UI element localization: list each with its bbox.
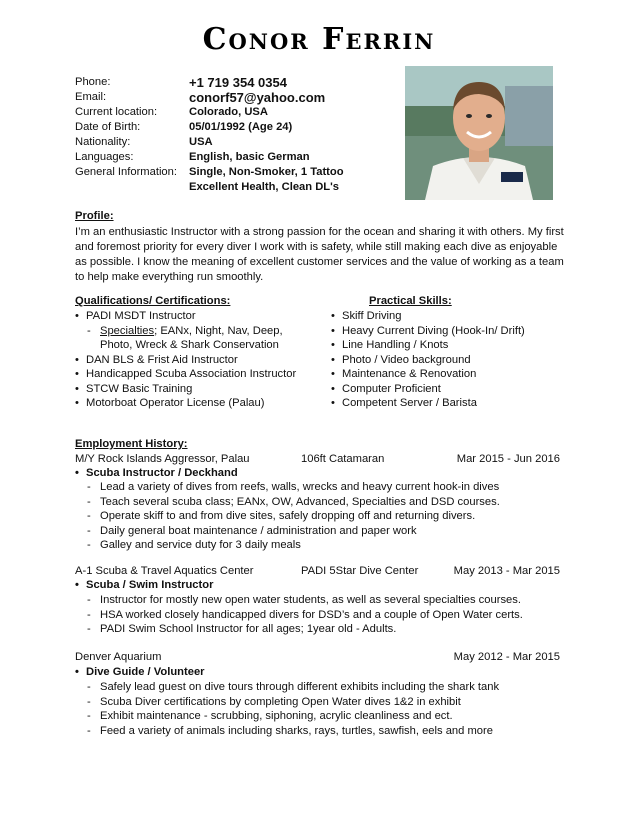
info-label: Current location: (75, 106, 158, 118)
info-label: Languages: (75, 151, 134, 163)
list-item: - Daily general boat maintenance / administration and paper work (75, 524, 500, 539)
list-item: - Exhibit maintenance - scrubbing, siphoning, acrylic cleanliness and ect. (75, 709, 499, 724)
info-value: conorf57@yahoo.com (189, 90, 326, 105)
list-item: • STCW Basic Training (75, 382, 296, 397)
list-item: • Line Handling / Knots (331, 338, 525, 353)
qualifications-heading: Qualifications/ Certifications: (75, 295, 231, 307)
job-dates: May 2012 - Mar 2015 (453, 651, 560, 663)
list-item (75, 324, 296, 339)
profile-photo (405, 66, 553, 200)
list-item: • Handicapped Scuba Association Instructor (75, 367, 296, 382)
job-detail: 106ft Catamaran (301, 453, 385, 465)
job-role: • Scuba / Swim Instructor (75, 578, 213, 593)
list-item: - Safely lead guest on dive tours through different exhibits including the shark tank (75, 680, 499, 695)
skills-list (331, 309, 525, 411)
job-detail: PADI 5Star Dive Center (301, 565, 419, 577)
job-role: • Scuba Instructor / Deckhand (75, 466, 238, 481)
info-value: Excellent Health, Clean DL's (189, 181, 340, 193)
info-label: Date of Birth: (75, 121, 141, 133)
list-item: • DAN BLS & Frist Aid Instructor (75, 353, 296, 368)
job-header (75, 650, 560, 665)
skills-heading: Practical Skills: (369, 295, 452, 307)
list-item: • Skiff Driving (331, 309, 525, 324)
job-header (75, 452, 560, 467)
list-item: - Galley and service duty for 3 daily meals (75, 538, 500, 553)
job-duties (75, 480, 500, 553)
list-item: • Maintenance & Renovation (331, 367, 525, 382)
info-value: 05/01/1992 (Age 24) (189, 121, 293, 133)
info-value: English, basic German (189, 151, 310, 163)
list-item: • Motorboat Operator License (Palau) (75, 396, 296, 411)
list-item: - Feed a variety of animals including sharks, rays, turtles, sawfish, eels and more (75, 724, 499, 739)
specialties-text: ; EANx, Night, Nav, Deep, (154, 324, 283, 337)
list-item: • Computer Proficient (331, 382, 525, 397)
job-employer: M/Y Rock Islands Aggressor, Palau (75, 453, 250, 465)
info-value: Single, Non-Smoker, 1 Tattoo (189, 166, 344, 178)
info-value: Colorado, USA (189, 106, 268, 118)
info-label: Email: (75, 91, 107, 103)
list-item: • PADI MSDT Instructor (75, 309, 296, 324)
list-item: - Scuba Diver certifications by completing Open Water dives 1&2 in exhibit (75, 695, 499, 710)
specialties-label: Specialties (100, 324, 155, 337)
list-item: - Operate skiff to and from dive sites, safely dropping off and returning divers. (75, 509, 500, 524)
list-item: - Instructor for mostly new open water students, as well as several specialties courses. (75, 593, 523, 608)
employment-heading: Employment History: (75, 438, 188, 450)
info-label: Phone: (75, 76, 111, 88)
job-employer: A-1 Scuba & Travel Aquatics Center (75, 565, 254, 577)
info-value: USA (189, 136, 213, 148)
list-item: Photo, Wreck & Shark Conservation (100, 339, 279, 351)
info-label: General Information: (75, 166, 177, 178)
info-value: +1 719 354 0354 (189, 75, 287, 90)
job-header (75, 564, 560, 579)
list-item: - PADI Swim School Instructor for all ages; 1year old - Adults. (75, 622, 523, 637)
profile-text: I’m an enthusiastic Instructor with a strong passion for the ocean and sharing it with others. My first and foremost priority for every diver I work with is safety, while still making each dive as enjoyable as possible. I know the meaning of excellent customer services and the value of working as a team to help make everything run smoothly. (75, 226, 564, 283)
profile-heading: Profile: (75, 210, 114, 222)
candidate-name: Conor Ferrin (202, 22, 436, 57)
portrait-image (405, 66, 553, 200)
job-dates: Mar 2015 - Jun 2016 (456, 453, 560, 465)
job-duties (75, 593, 523, 637)
list-item: - HSA worked closely handicapped divers for DSD’s and a couple of Open Water certs. (75, 608, 523, 623)
qualifications-list (75, 309, 296, 411)
list-item: • Photo / Video background (331, 353, 525, 368)
job-role: • Dive Guide / Volunteer (75, 665, 205, 680)
job-employer: Denver Aquarium (75, 651, 162, 663)
job-dates: May 2013 - Mar 2015 (453, 565, 560, 577)
list-item: • Competent Server / Barista (331, 396, 525, 411)
list-item: - Teach several scuba class; EANx, OW, Advanced, Specialties and DSD courses. (75, 495, 500, 510)
list-item: • Heavy Current Diving (Hook-In/ Drift) (331, 324, 525, 339)
job-duties (75, 680, 499, 738)
info-label: Nationality: (75, 136, 131, 148)
list-item: - Lead a variety of dives from reefs, walls, wrecks and heavy current hook-in dives (75, 480, 500, 495)
